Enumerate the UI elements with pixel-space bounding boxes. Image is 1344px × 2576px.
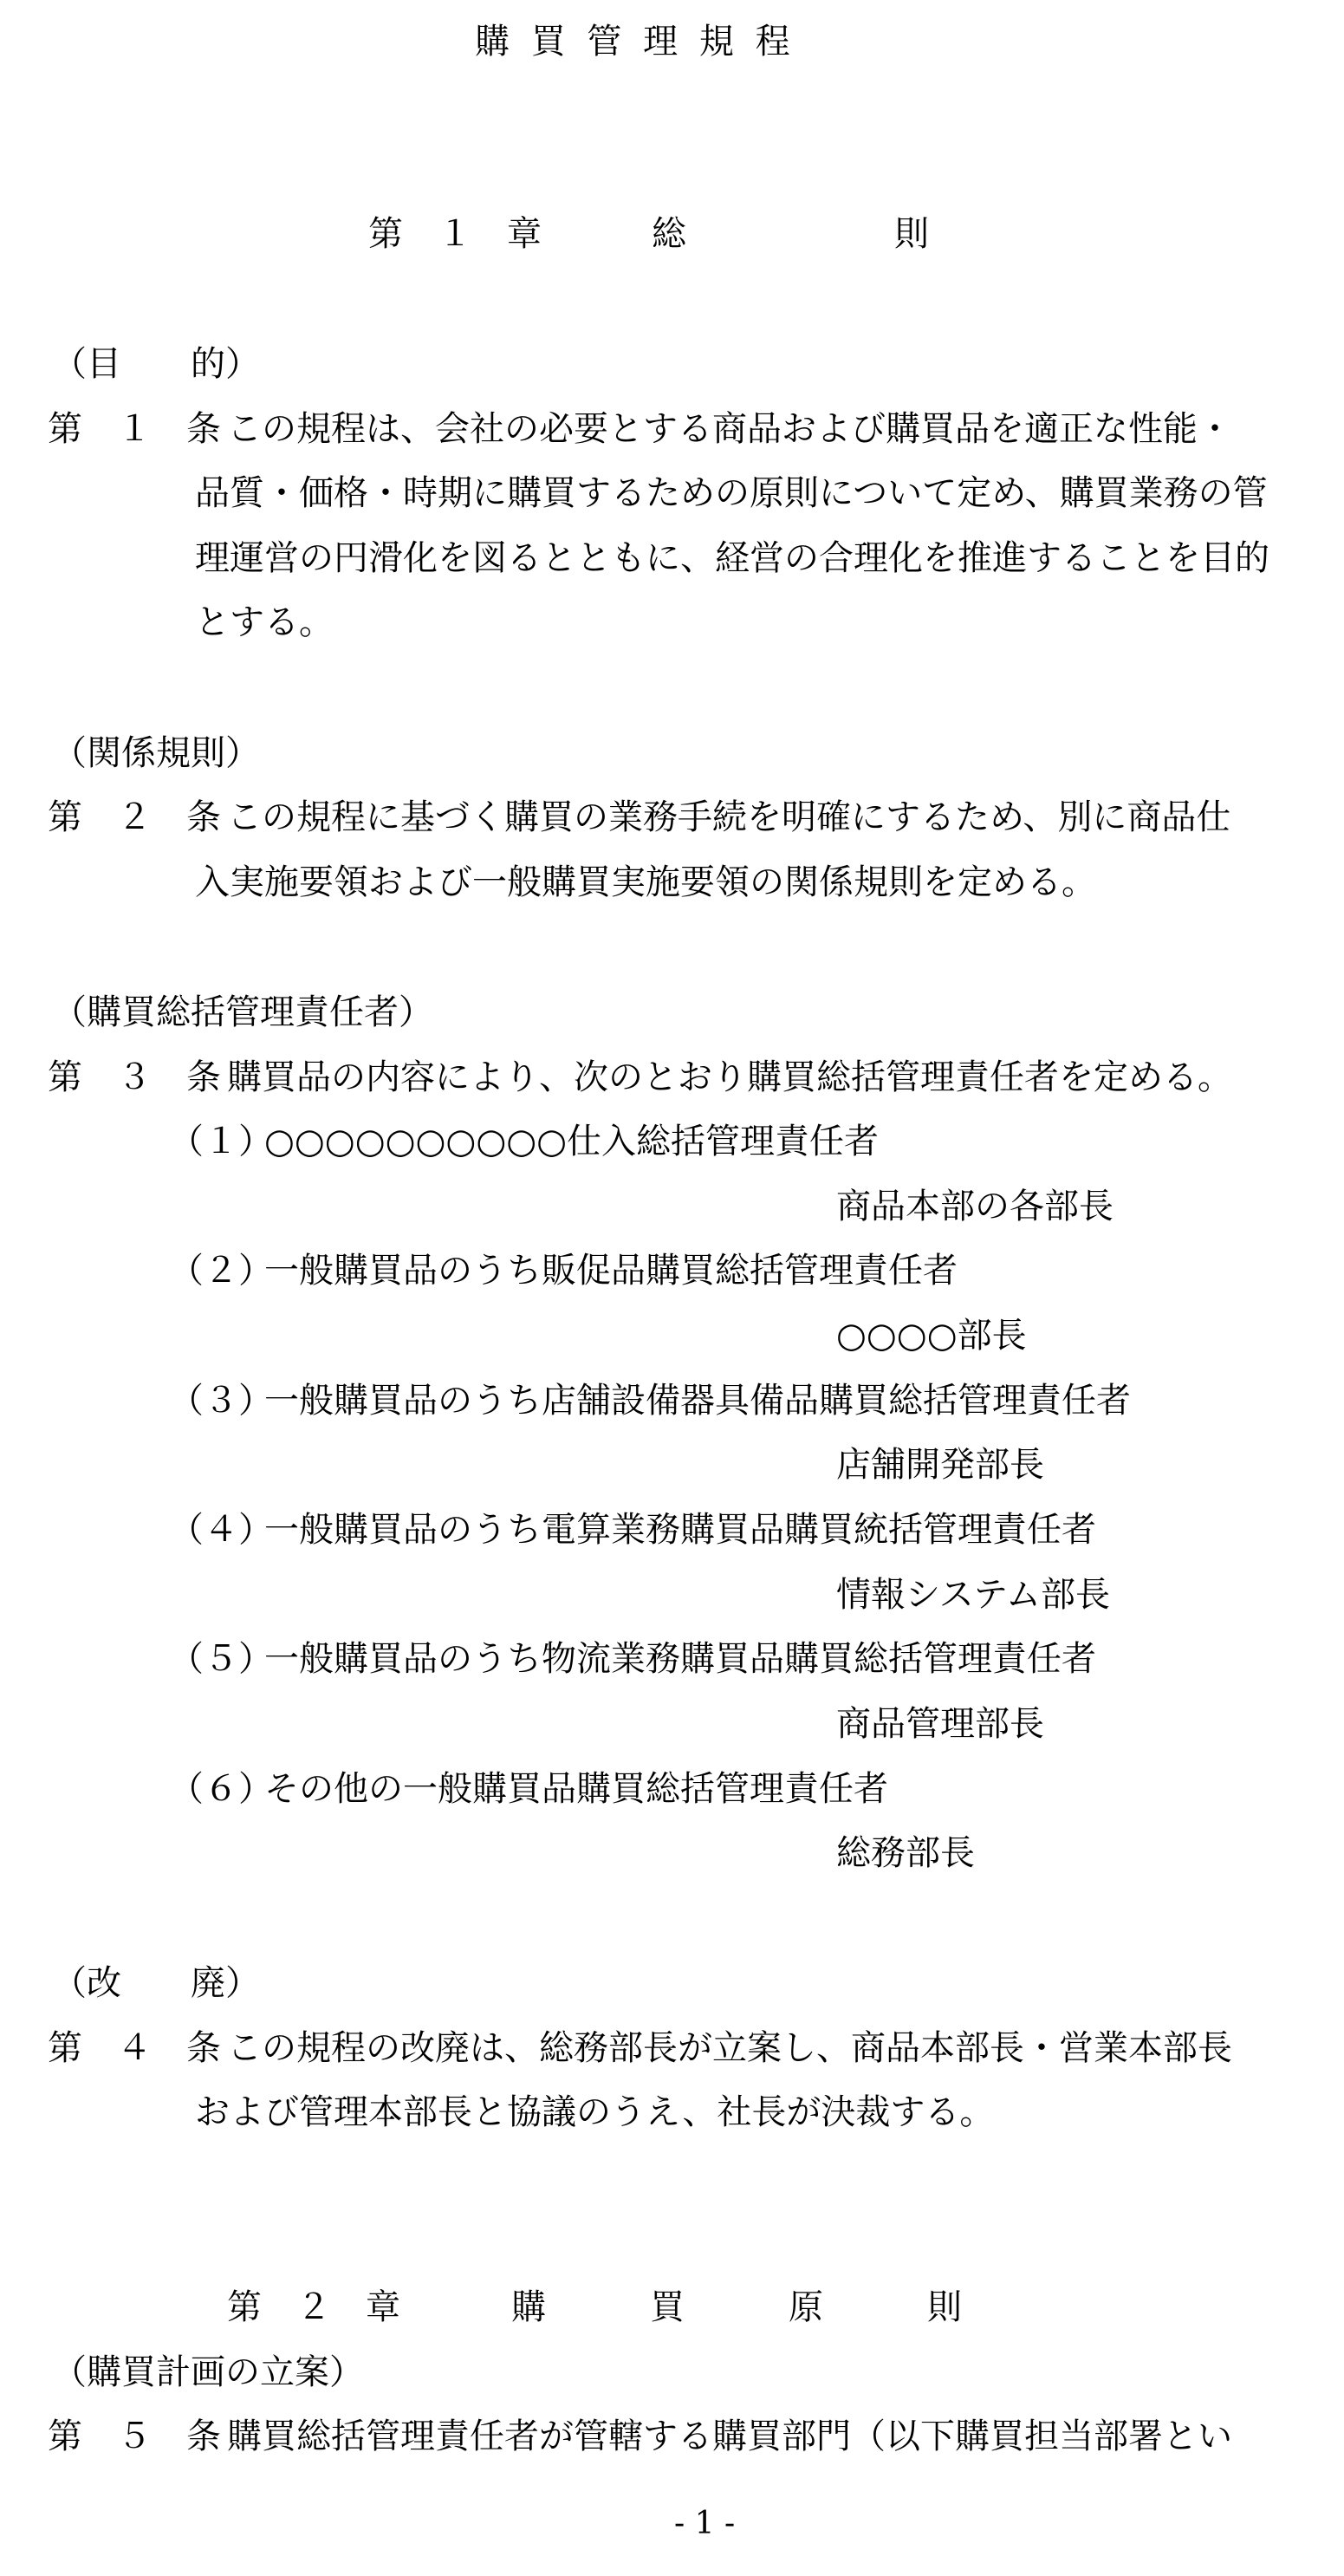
list-item-holder: 情報システム部長: [836, 1575, 1110, 1615]
article5-line: 購買総括管理責任者が管轄する購買部門（以下購買担当部署とい: [227, 2417, 1232, 2456]
article3-heading: （購買総括管理責任者）: [52, 992, 433, 1032]
list-item-holder: 店舗開発部長: [836, 1445, 1044, 1485]
list-item-text: 一般購買品のうち電算業務購買品購買統括管理責任者: [264, 1510, 1096, 1550]
article2-label: 第 ２ 条: [48, 797, 221, 837]
list-item-number: （６）: [169, 1769, 273, 1809]
list-item-holder: 総務部長: [836, 1833, 975, 1873]
page-number: - 1 -: [674, 2506, 736, 2541]
chapter1-number: 第 １ 章: [368, 214, 542, 254]
article2-line: この規程に基づく購買の業務手続を明確にするため、別に商品仕: [227, 797, 1231, 837]
article4-line: この規程の改廃は、総務部長が立案し、商品本部長・営業本部長: [227, 2028, 1232, 2068]
list-item-number: （３）: [169, 1381, 273, 1421]
chapter1-title: 総 則: [652, 214, 929, 254]
article1-heading: （目 的）: [52, 344, 260, 384]
article4-heading: （改 廃）: [52, 1963, 260, 2003]
article4-line: および管理本部長と協議のうえ、社長が決裁する。: [195, 2092, 995, 2132]
list-item-text: 一般購買品のうち物流業務購買品購買総括管理責任者: [264, 1639, 1096, 1679]
list-item-holder: 商品本部の各部長: [836, 1187, 1114, 1226]
article3-label: 第 ３ 条: [48, 1057, 221, 1097]
article2-line: 入実施要領および一般購買実施要領の関係規則を定める。: [195, 862, 1096, 902]
article1-line: 品質・価格・時期に購買するための原則について定め、購買業務の管: [195, 473, 1268, 513]
list-item-text: ○○○○○○○○○○仕入総括管理責任者: [264, 1122, 880, 1161]
list-item-holder: 商品管理部長: [836, 1704, 1044, 1744]
list-item-number: （５）: [169, 1639, 273, 1679]
document-title: 購 買 管 理 規 程: [475, 22, 795, 62]
article4-label: 第 ４ 条: [48, 2028, 221, 2068]
list-item-text: その他の一般購買品購買総括管理責任者: [264, 1769, 888, 1809]
list-item-number: （２）: [169, 1251, 273, 1291]
article3-intro: 購買品の内容により、次のとおり購買総括管理責任者を定める。: [227, 1057, 1232, 1097]
article5-label: 第 ５ 条: [48, 2417, 221, 2456]
list-item-text: 一般購買品のうち店舗設備器具備品購買総括管理責任者: [264, 1381, 1131, 1421]
list-item-text: 一般購買品のうち販促品購買総括管理責任者: [264, 1251, 958, 1291]
article5-heading: （購買計画の立案）: [52, 2352, 364, 2392]
article1-label: 第 １ 条: [48, 409, 221, 449]
list-item-holder: ○○○○部長: [836, 1316, 1027, 1356]
list-item-number: （４）: [169, 1510, 273, 1550]
chapter2-title: 購 買 原 則: [511, 2287, 962, 2327]
chapter2-number: 第 ２ 章: [227, 2287, 400, 2327]
list-item-number: （１）: [169, 1122, 273, 1161]
article1-line: 理運営の円滑化を図るとともに、経営の合理化を推進することを目的: [195, 538, 1269, 578]
article1-line: とする。: [195, 602, 334, 642]
article2-heading: （関係規則）: [52, 733, 260, 773]
article1-line: この規程は、会社の必要とする商品および購買品を適正な性能・: [227, 409, 1232, 449]
